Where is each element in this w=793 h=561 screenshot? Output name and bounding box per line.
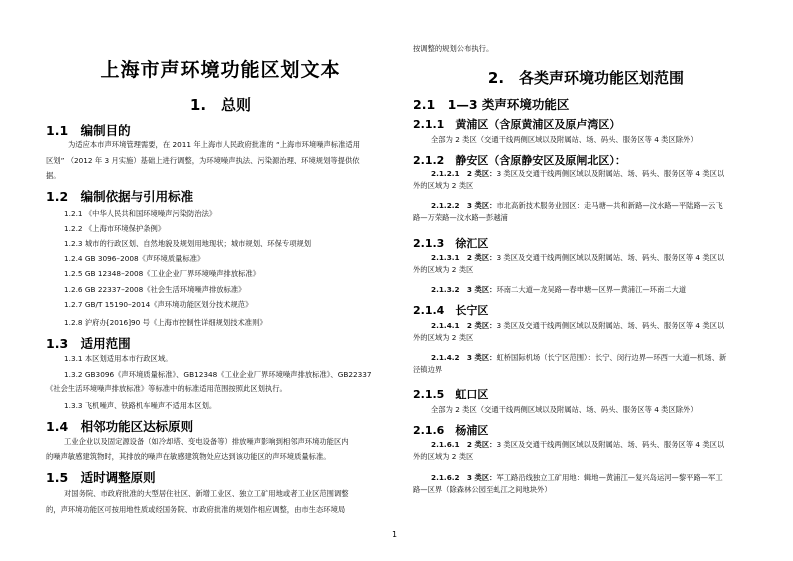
reference-item: 1.2.4 GB 3096–2008《声环境质量标准》: [64, 254, 205, 263]
continued-line: 按调整的规划公布执行。: [413, 44, 494, 53]
item-text: 军工路沿线独立工矿用地：辑地—黄浦江—复兴岛运河—黎平路—军工: [496, 473, 723, 482]
item-text: 3 类区及交通干线两侧区域以及附属站、场、码头、服务区等 4 类区以: [496, 253, 725, 262]
section-1-5-line-1: 对国务院、市政府批准的大型居住社区、新增工业区、独立工矿用地或者工业区范围调整: [64, 489, 349, 498]
yangpu-class3-item: [413, 472, 761, 496]
item-text: 路—区界（除森林公园至虬江之间地块外）: [413, 485, 552, 494]
item-text: 外的区域为 2 类区: [413, 333, 474, 342]
item-text: 3 类区及交通干线两侧区域以及附属站、场、码头、服务区等 4 类区以: [496, 321, 725, 330]
changning-class2-item: [413, 320, 761, 344]
section-1-3-line-3: 《社会生活环境噪声排放标准》等标准中的标准适用范围按照此区划执行。: [46, 384, 287, 393]
chapter-1-heading: 1. 总则: [189, 96, 252, 114]
item-text: 外的区域为 2 类区: [413, 265, 474, 274]
section-1-5-heading: 1.5 适时调整原则: [46, 470, 156, 485]
section-2-1-4-heading: 2.1.4 长宁区: [413, 304, 489, 317]
section-1-3-line-2: 1.3.2 GB3096《声环境质量标准》、GB12348《工业企业厂界环境噪声排放标准》、GB22337: [64, 370, 372, 379]
section-1-3-line-1: 1.3.1 本区划适用本市行政区域。: [64, 354, 173, 363]
reference-item: 1.2.6 GB 22337–2008《社会生活环境噪声排放标准》: [64, 285, 246, 294]
section-2-1-2-heading: 2.1.2 静安区（含原静安区及原闸北区）：: [413, 154, 626, 167]
item-label: 2.1.3.2 3 类区：: [431, 285, 497, 294]
item-label: 2.1.3.1 2 类区：: [431, 253, 497, 262]
xuhui-class2-item: [413, 252, 761, 276]
reference-item: 1.2.8 沪府办[2016]90 号《上海市控制性详细规划技术准则》: [64, 318, 267, 327]
item-text: 虹桥国际机场（长宁区范围）：长宁、闵行边界—环西一大道—机场、新: [496, 353, 727, 362]
yangpu-class2-item: [413, 439, 761, 463]
section-1-5-line-2: 的，声环境功能区可按用地性质或经国务院、市政府批准的规划作相应调整，由市生态环境局: [46, 505, 346, 514]
item-text: 外的区域为 2 类区: [413, 452, 474, 461]
item-label: 2.1.2.2 3 类区：: [431, 201, 497, 210]
item-text: 3 类区及交通干线两侧区域以及附属站、场、码头、服务区等 4 类区以: [496, 440, 725, 449]
section-1-3-line-4: 1.3.3 飞机噪声、铁路机车噪声不适用本区划。: [64, 401, 217, 410]
item-text: 市北高新技术服务业园区：走马塘—共和新路—汶水路—平陆路—云飞: [496, 201, 723, 210]
section-1-4-heading: 1.4 相邻功能区达标原则: [46, 419, 194, 434]
item-label: 2.1.2.1 2 类区：: [431, 169, 497, 178]
item-label: 2.1.4.2 3 类区：: [431, 353, 497, 362]
item-text: 外的区域为 2 类区: [413, 181, 474, 190]
reference-item: 1.2.3 城市的行政区划、自然地貌及规划用地现状；城市规划、环保专项规划: [64, 239, 312, 248]
reference-item: 1.2.7 GB/T 15190–2014《声环境功能区划分技术规范》: [64, 300, 253, 309]
section-2-1-3-heading: 2.1.3 徐汇区: [413, 237, 489, 250]
xuhui-class3-item: [431, 284, 761, 296]
reference-item: 1.2.2 《上海市环境保护条例》: [64, 224, 166, 233]
section-2-1-6-heading: 2.1.6 杨浦区: [413, 424, 489, 437]
item-text: 3 类区及交通干线两侧区域以及附属站、场、码头、服务区等 4 类区以: [496, 169, 725, 178]
hongkou-zone-text: 全部为 2 类区（交通干线两侧区域以及附属站、场、码头、服务区等 4 类区除外）: [431, 405, 698, 414]
jingan-class2-item: [413, 168, 761, 192]
reference-item: 1.2.5 GB 12348–2008《工业企业厂界环境噪声排放标准》: [64, 269, 261, 278]
section-1-3-heading: 1.3 适用范围: [46, 336, 131, 351]
item-label: 2.1.6.1 2 类区：: [431, 440, 497, 449]
item-text: 环南二大道—龙吴路—春申塘—区界—黄浦江—环南二大道: [496, 285, 687, 294]
section-1-4-line-2: 的噪声敏感建筑物时，其排放的噪声在敏感建筑物处应达到该功能区的声环境质量标准。: [46, 452, 331, 461]
section-2-1-1-heading: 2.1.1 黄浦区（含原黄浦区及原卢湾区）: [413, 118, 621, 131]
item-text: 泾镇边界: [413, 365, 443, 374]
huangpu-zone-text: 全部为 2 类区（交通干线两侧区域以及附属站、场、码头、服务区等 4 类区除外）: [431, 135, 698, 144]
changning-class3-item: [413, 352, 761, 376]
item-label: 2.1.6.2 3 类区：: [431, 473, 497, 482]
section-1-4-line-1: 工业企业以及固定源设备（如冷却塔、变电设备等）排放噪声影响到相邻声环境功能区内: [64, 437, 349, 446]
document-title: 上海市声环境功能区划文本: [100, 59, 341, 81]
item-text: 路—万荣路—汶水路—彭越浦: [413, 213, 508, 222]
section-1-1-line-3: 据。: [46, 171, 61, 180]
section-1-1-heading: 1.1 编制目的: [46, 123, 131, 138]
reference-item: 1.2.1 《中华人民共和国环境噪声污染防治法》: [64, 209, 217, 218]
jingan-class3-item: [413, 200, 761, 224]
section-2-1-5-heading: 2.1.5 虹口区: [413, 388, 489, 401]
section-1-1-line-1: 为适应本市声环境管理需要，在 2011 年上海市人民政府批准的 “上海市环境噪声标准适用: [68, 140, 360, 149]
page-number: 1: [392, 530, 398, 539]
item-label: 2.1.4.1 2 类区：: [431, 321, 497, 330]
section-2-1-heading: 2.1 1—3 类声环境功能区: [413, 97, 570, 112]
section-1-2-heading: 1.2 编制依据与引用标准: [46, 189, 194, 204]
section-1-1-line-2: 区划” （2012 年 3 月实施）基础上进行调整，为环境噪声执法、污染源治理、环境规划等提供依: [46, 156, 360, 165]
chapter-2-heading: 2. 各类声环境功能区划范围: [487, 69, 685, 87]
